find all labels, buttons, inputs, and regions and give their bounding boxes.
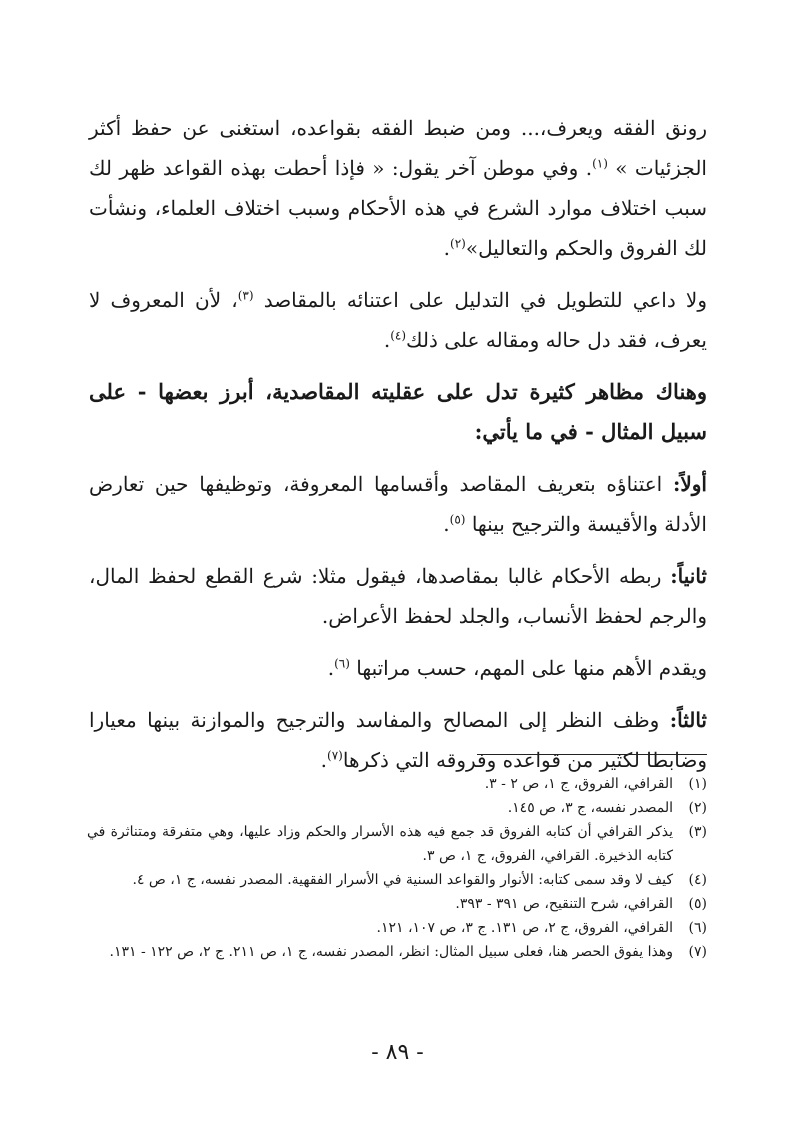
- paragraph-7-text: وظف النظر إلى المصالح والمفاسد والترجيح والموازنة بينها معيارا وضابطا لكثير من قواعده وفروقه التي ذكرها: [89, 708, 707, 772]
- footnote-ref-5: (٥): [449, 512, 466, 527]
- footnote-item: [87, 868, 707, 892]
- footnote-ref-4: (٤): [390, 328, 407, 343]
- footnote-item: [87, 916, 707, 940]
- footnote-item: [87, 820, 707, 868]
- paragraph-1: [89, 108, 707, 268]
- paragraph-4-end: .: [443, 512, 450, 536]
- footnote-text: يذكر القرافي أن كتابه الفروق قد جمع فيه هذه الأسرار والحكم وزاد عليها، وهي متفرقة ومتناثرة في كتابه الذخيرة. القرافي، الفروق، ج ١، ص ٣.: [87, 824, 673, 864]
- paragraph-2: [89, 280, 707, 360]
- footnote-ref-2: (٢): [450, 236, 466, 251]
- page-number: - ٨٩ -: [371, 1040, 424, 1065]
- footnote-item: [87, 796, 707, 820]
- footnote-text: كيف لا وقد سمى كتابه: الأنوار والقواعد السنية في الأسرار الفقهية. المصدر نفسه، ج ١، ص ٤.: [132, 872, 673, 888]
- footnote-number: (٣): [688, 824, 707, 840]
- footnote-ref-6: (٦): [334, 656, 350, 671]
- paragraph-6-end: .: [327, 656, 335, 680]
- paragraph-5-text: ربطه الأحكام غالبا بمقاصدها، فيقول مثلا: شرع القطع لحفظ المال، والرجم لحفظ الأنساب، والجلد لحفظ الأعراض.: [89, 564, 707, 628]
- paragraph-5: [89, 556, 707, 636]
- footnote-text: القرافي، شرح التنقيح، ص ٣٩١ - ٣٩٣.: [455, 896, 673, 912]
- footnote-number: (١): [688, 776, 707, 792]
- paragraph-4: [89, 464, 707, 544]
- footnote-text: القرافي، الفروق، ج ٢، ص ١٣١. ج ٣، ص ١٠٧، ١٢١.: [376, 920, 673, 936]
- paragraph-2-text-cont: ، لأن المعروف لا يعرف، فقد دل حاله ومقاله على ذلك: [89, 288, 707, 352]
- item-3-label: ثالثاً:: [669, 708, 707, 732]
- paragraph-6-text: ويقدم الأهم منها على المهم، حسب مراتبها: [356, 656, 707, 680]
- main-text: [89, 108, 707, 792]
- footnote-number: (٤): [688, 872, 707, 888]
- footnote-item: [87, 940, 707, 964]
- paragraph-1-end: .: [443, 236, 450, 260]
- item-1-label: أولاً:: [672, 472, 707, 496]
- paragraph-7: [89, 700, 707, 780]
- paragraph-2-end: .: [383, 328, 391, 352]
- footnote-number: (٧): [688, 944, 707, 960]
- footnote-divider: [477, 754, 707, 755]
- footnote-ref-7: (٧): [327, 748, 343, 763]
- paragraph-7-end: .: [320, 748, 328, 772]
- footnote-text: القرافي، الفروق، ج ١، ص ٢ - ٣.: [484, 776, 673, 792]
- paragraph-6: [89, 648, 707, 688]
- paragraph-1-text: رونق الفقه ويعرف،... ومن ضبط الفقه بقواعده، استغنى عن حفظ أكثر الجزئيات »: [89, 116, 707, 180]
- paragraph-4-text: اعتناؤه بتعريف المقاصد وأقسامها المعروفة، وتوظيفها حين تعارض الأدلة والأقيسة والترجيح بينها: [89, 472, 707, 536]
- footnote-ref-1: (١): [592, 156, 608, 171]
- item-2-label: ثانياً:: [670, 564, 707, 588]
- footnote-item: [87, 772, 707, 796]
- footnote-number: (٢): [688, 800, 707, 816]
- footnotes-list: [87, 772, 707, 964]
- footnote-number: (٦): [688, 920, 707, 936]
- paragraph-1-text-cont: . وفي موطن آخر يقول: « فإذا أحطت بهذه القواعد ظهر لك سبب اختلاف موارد الشرع في هذه الأحكام وسبب اختلاف العلماء، ونشأت لك الفروق والحكم والتعاليل»: [89, 156, 707, 260]
- footnote-text: وهذا يفوق الحصر هنا، فعلى سبيل المثال: انظر، المصدر نفسه، ج ١، ص ٢١١. ج ٢، ص ١٢٢ - ١٣١.: [109, 944, 673, 960]
- paragraph-2-text: ولا داعي للتطويل في التدليل على اعتنائه بالمقاصد: [263, 288, 707, 312]
- footnote-number: (٥): [688, 896, 707, 912]
- footnote-ref-3: (٣): [237, 288, 254, 303]
- footnote-text: المصدر نفسه، ج ٣، ص ١٤٥.: [507, 800, 673, 816]
- paragraph-3-heading: وهناك مظاهر كثيرة تدل على عقليته المقاصدية، أبرز بعضها - على سبيل المثال - في ما يأتي:: [89, 379, 707, 444]
- footnote-item: [87, 892, 707, 916]
